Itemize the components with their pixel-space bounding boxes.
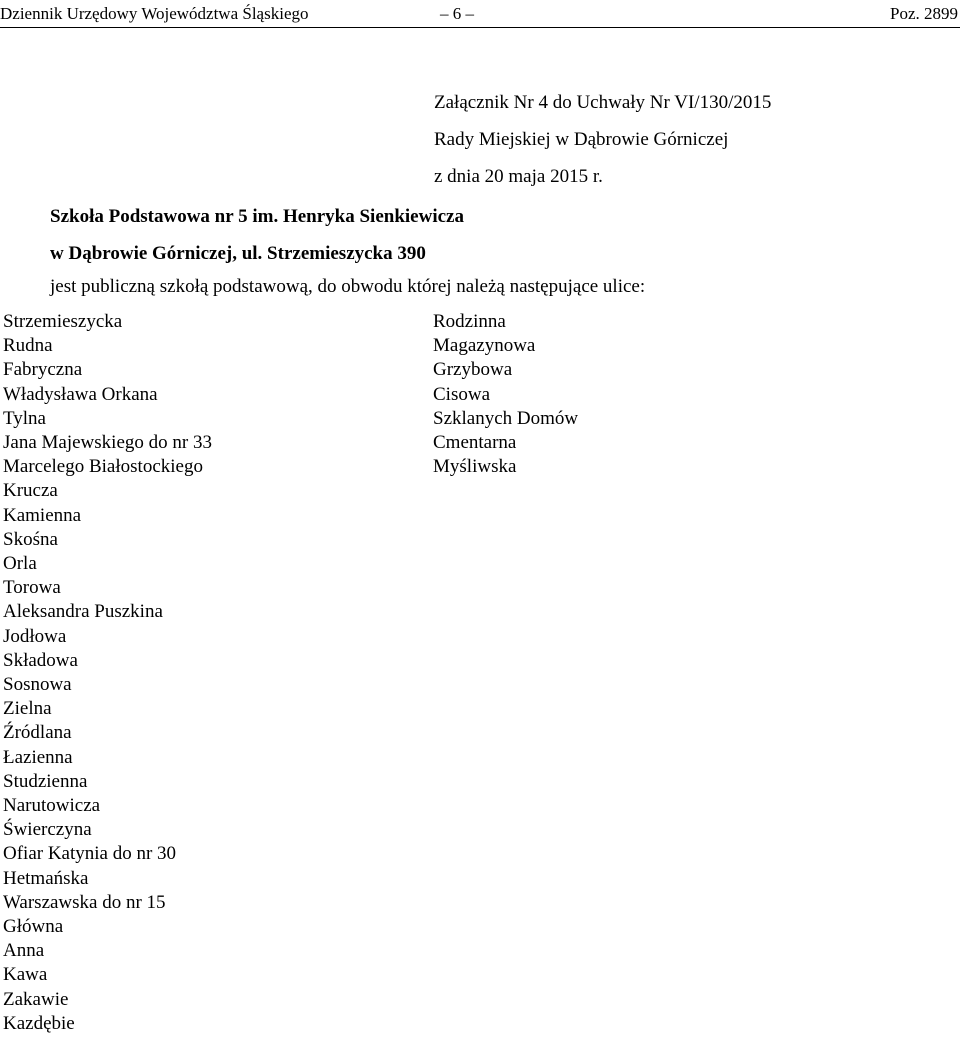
street-item: Tylna [3,407,46,429]
header-divider [0,27,960,28]
page-header [0,3,960,25]
journal-title: Dziennik Urzędowy Województwa Śląskiego [0,4,309,23]
street-item: Rudna [3,335,53,357]
street-item: Rodzinna [433,311,506,332]
street-item: Jodłowa [3,625,67,647]
street-list-left [3,310,212,1036]
street-item: Marcelego Białostockiego [3,456,203,478]
school-heading [50,198,464,272]
street-item: Zakawie [3,988,69,1010]
street-item: Orla [3,553,37,575]
street-item: Krucza [3,480,58,502]
street-item: Torowa [3,577,61,599]
street-item: Jana Majewskiego do nr 33 [3,432,212,454]
annex-line-2: Rady Miejskiej w Dąbrowie Górniczej [434,129,729,150]
street-item: Kamienna [3,504,82,526]
street-item: Zielna [3,698,52,720]
position-number: Poz. 2899 [890,4,958,23]
street-item: Źródlana [3,722,72,744]
street-item: Składowa [3,649,78,671]
school-address: w Dąbrowie Górniczej, ul. Strzemieszycka 390 [50,243,426,264]
street-item: Narutowicza [3,795,101,817]
street-item: Kawa [3,964,48,986]
street-item: Magazynowa [433,335,536,357]
street-item: Cisowa [433,383,490,405]
street-item: Główna [3,916,64,938]
street-item: Fabryczna [3,359,83,381]
street-item: Strzemieszycka [3,311,123,332]
school-name: Szkoła Podstawowa nr 5 im. Henryka Sienkiewicza [50,206,464,227]
page-number: – 6 – [440,4,474,23]
street-item: Studzienna [3,770,88,792]
street-item: Warszawska do nr 15 [3,891,166,913]
street-item: Świerczyna [3,819,92,841]
street-item: Grzybowa [433,359,513,381]
street-item: Hetmańska [3,867,89,889]
street-item: Anna [3,940,45,962]
street-item: Cmentarna [433,432,517,454]
street-item: Władysława Orkana [3,383,158,405]
street-item: Szklanych Domów [433,407,579,429]
street-list-right [433,310,578,479]
annex-reference [434,84,771,195]
street-item: Myśliwska [433,456,517,478]
annex-line-3: z dnia 20 maja 2015 r. [434,166,603,187]
street-item: Łazienna [3,746,73,768]
street-item: Ofiar Katynia do nr 30 [3,843,177,865]
street-item: Sosnowa [3,674,72,696]
street-item: Skośna [3,528,58,550]
street-item: Aleksandra Puszkina [3,601,163,623]
intro-paragraph: jest publiczną szkołą podstawową, do obwodu której należą następujące ulice: [50,276,646,297]
annex-line-1: Załącznik Nr 4 do Uchwały Nr VI/130/2015 [434,92,772,113]
street-item: Kazdębie [3,1012,75,1034]
